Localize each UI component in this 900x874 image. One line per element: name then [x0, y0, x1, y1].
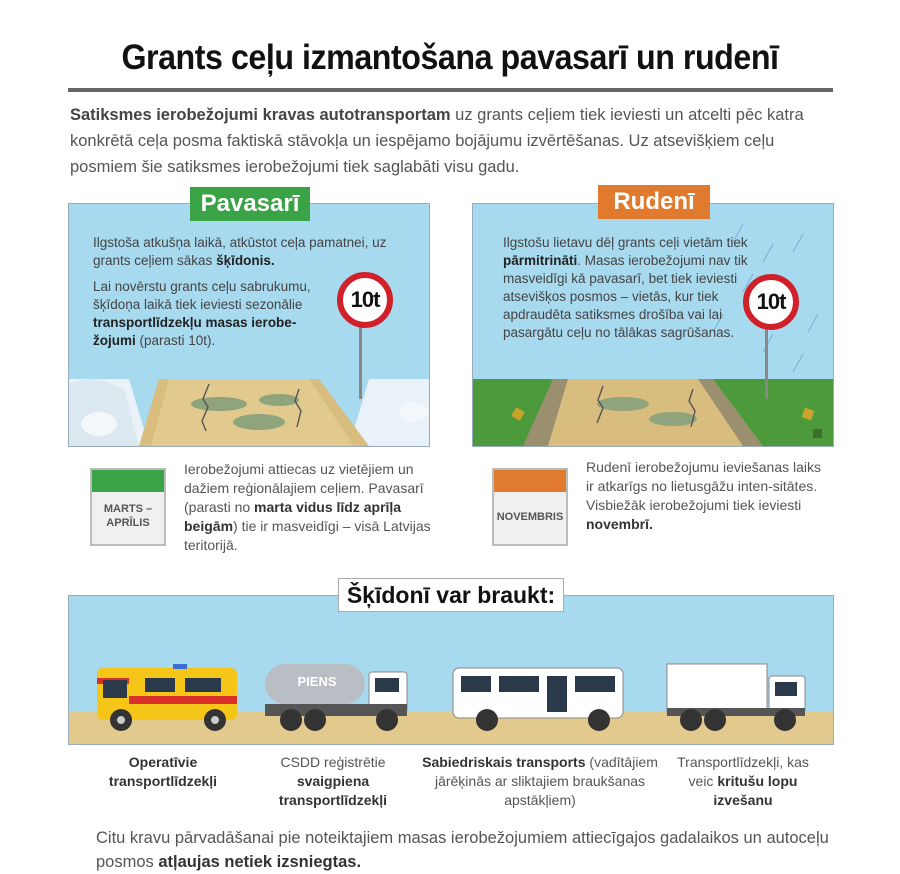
outro-paragraph: Citu kravu pārvadāšanai pie noteiktajiem masas ierobežojumiem attiecīgajos gadalaikos un autoceļu posmos atļaujas netiek izsniegtas. [96, 829, 829, 871]
spring-text-2: Lai novērstu grants ceļu sabrukumu, šķīdoņa laikā tiek ieviesti sezonālie transportlīdzekļu masas ierobe-žojumi (parasti 10t). [93, 279, 311, 348]
autumn-panel [472, 203, 834, 447]
spring-panel [68, 203, 430, 447]
weight-limit-sign: 10t [337, 272, 393, 328]
intro-text: uz grants ceļiem tiek ieviesti un atcelti pēc katra konkrētā ceļa posma faktiskā stāvokļa un iespējamo bojājumu izvērtēšanas. Uz atsevišķiem ceļu posmiem šie satiksmes ierobežojumi tiek saglabāti visu gadu. [70, 106, 804, 176]
vehicles-title: Šķīdonī var braukt: [338, 578, 564, 612]
calendar-icon: MARTS – APRĪLIS [90, 468, 166, 546]
vehicles-illustration [69, 596, 833, 744]
vehicle-caption-1: Operatīvie transportlīdzekļi [108, 754, 218, 789]
autumn-text: Ilgstošu lietavu dēļ grants ceļi vietām tiek pārmitrināti. Masas ierobežojumi nav tik masveidīgi kā pavasarī, bet tiek ieviesti atsevišķos posmos – vietās, kur tiek apdraudēta satiksmes drošība vai lai pasargātu ceļu no tālākas sagrūšanas. [503, 235, 748, 340]
spring-label: Pavasarī [190, 187, 310, 221]
vehicle-caption-2: CSDD reģistrētie svaigpiena transportlīdzekļi [278, 754, 388, 808]
autumn-label: Rudenī [598, 185, 710, 219]
intro-bold: Satiksmes ierobežojumi kravas autotransportam [70, 106, 451, 124]
intro-paragraph [70, 102, 840, 180]
vehicles-panel [68, 595, 834, 745]
vehicle-caption-3: Sabiedriskais transports (vadītājiem jārēķinās ar sliktajiem braukšanas apstākļiem) [422, 754, 658, 808]
page-title: Grants ceļu izmantošana pavasarī un rudenī [121, 38, 779, 77]
autumn-note: Rudenī ierobežojumu ieviešanas laiks ir atkarīgs no lietusgāžu inten-sitātes. Visbiežāk ierobežojumi tiek ieviesti novembrī. [586, 459, 822, 532]
spring-text-1: Ilgstoša atkušņa laikā, atkūstot ceļa pamatnei, uz grants ceļiem sākas šķīdonis. [93, 235, 387, 268]
tanker-label: PIENS [297, 674, 337, 689]
vehicle-caption-4: Transportlīdzekļi, kas veic kritušu lopu izvešanu [677, 754, 809, 808]
weight-limit-sign: 10t [743, 274, 799, 330]
title-divider [68, 88, 833, 92]
spring-note: Ierobežojumi attiecas uz vietējiem un dažiem reģionālajiem ceļiem. Pavasarī (parasti no marta vidus līdz aprīļa beigām) tie ir masveidīgi – visā Latvijas teritorijā. [184, 461, 431, 553]
calendar-icon: NOVEMBRIS [492, 468, 568, 546]
